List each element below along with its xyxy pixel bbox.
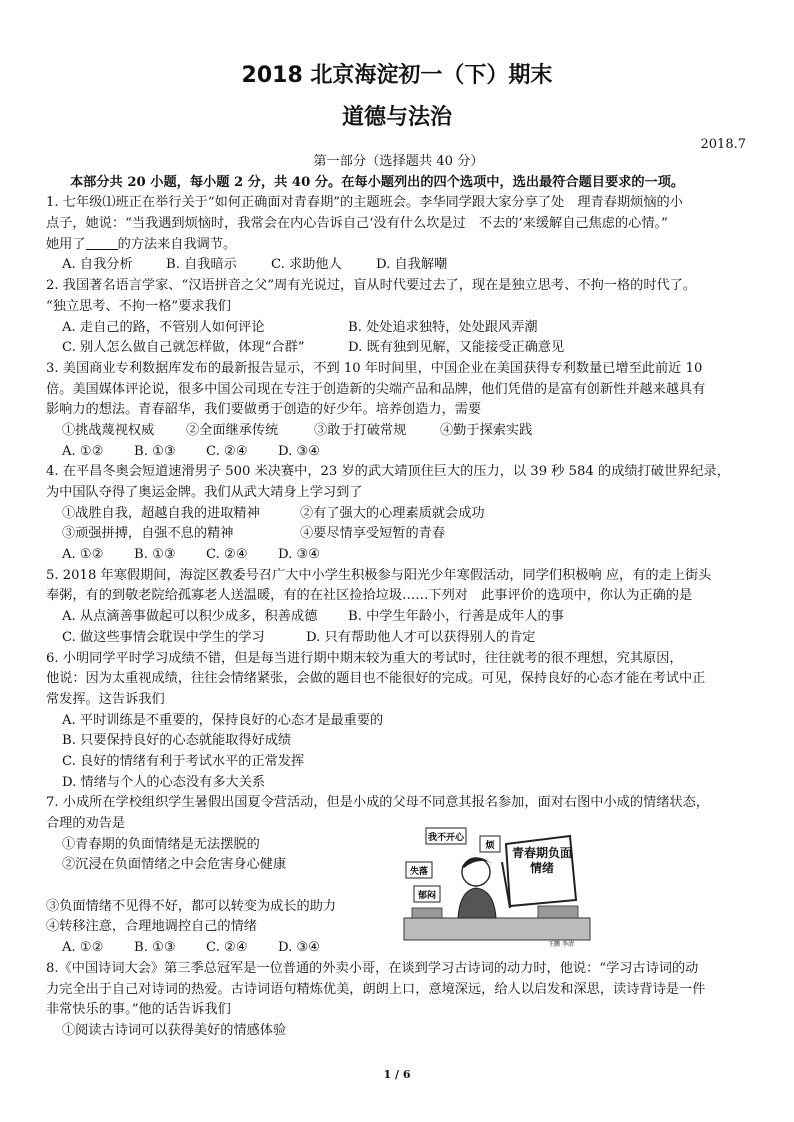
q2-stem-line-1: 2. 我国著名语言学家、“汉语拼音之父”周有光说过，盲从时代要过去了，现在是独立思考、不拘一格的时代了。: [46, 278, 697, 294]
cartoon-signboard-text-wrap: [512, 846, 572, 902]
q1-option-b: B. 自我暗示: [166, 257, 237, 273]
q3-option-b: B. ①③: [134, 443, 176, 459]
q1-stem-suffix: 的方法来自我调节。: [117, 236, 237, 252]
q3-option-d: D. ③④: [278, 443, 321, 459]
q7-option-d: D. ③④: [278, 940, 321, 956]
q2-options-row-1: [46, 318, 751, 339]
exam-title: 2018 北京海淀初一（下）期末: [241, 63, 553, 88]
q4-statement-2: ②有了强大的心理素质就会成功: [300, 505, 485, 521]
q2-options-row-2: [46, 338, 751, 359]
q5-stem-line-1: 5. 2018 年寒假期间，海淀区教委号召广大中小学生积极参与阳光少年寒假活动，同学们积极响 应，有的走上街头: [46, 567, 712, 583]
q4-option-c: C. ②④: [206, 547, 248, 563]
exam-subject: 道德与法治: [341, 105, 452, 130]
q7-option-b: B. ①③: [134, 940, 176, 956]
q5-options-row-2: [46, 628, 751, 649]
q8-statement-1: ①阅读古诗词可以获得美好的情感体验: [62, 1022, 287, 1038]
q2-option-b: B. 处处追求独特，处处跟风弄潮: [348, 319, 538, 335]
q3-statement-2: ②全面继承传统: [186, 422, 279, 438]
q8-stem-line-3: 非常快乐的事。”他的话告诉我们: [46, 1002, 231, 1018]
q4-statements-row-2: [46, 524, 751, 545]
q3-options: [46, 442, 751, 463]
q6-option-b: B. 只要保持良好的心态就能取得好成绩: [62, 733, 292, 749]
q4-statement-4: ④要尽情享受短暂的青春: [300, 526, 446, 542]
q2-option-d: D. 既有独到见解，又能接受正确意见: [348, 340, 565, 356]
q5-options-row-1: [46, 607, 751, 628]
q3-statement-4: ④勤于探索实践: [440, 422, 533, 438]
q4-option-d: D. ③④: [278, 547, 321, 563]
q3-statement-3: ③敢于打破常规: [314, 422, 407, 438]
q7-statement-4: ④转移注意，合理地调控自己的情绪: [46, 919, 257, 935]
q8-stem-line-2: 力完全出于自己对诗词的热爱。古诗词语句精炼优美，朗朗上口，意境深远，给人以启发和深思，读诗背诗是一件: [46, 981, 706, 997]
q4-option-a: A. ①②: [62, 547, 104, 563]
q4-statements-row-1: [46, 504, 751, 525]
q3-option-c: C. ②④: [206, 443, 248, 459]
section-instruction: 本部分共 20 小题，每小题 2 分，共 40 分。在每小题列出的四个选项中，选出最符合题目要求的一项。: [70, 174, 685, 190]
cartoon-signboard-text: 青春期负面情绪: [512, 846, 572, 875]
q3-stem-line-2: 倍。美国媒体评论说，很多中国公司现在专注于创造新的尖端产品和品牌，他们凭借的是富有创新性并越来越具有: [46, 381, 706, 397]
q1-option-a: A. 自我分析: [62, 257, 133, 273]
q2-option-a: A. 走自己的路，不管别人如何评论: [62, 319, 265, 335]
q1-options: [46, 255, 751, 276]
cartoon-credit: 王鹏 李清: [548, 941, 574, 948]
cartoon-desk: [404, 918, 590, 940]
q4-options: [46, 545, 751, 566]
q1-answer-blank: [86, 235, 118, 250]
q1-stem-line-1: 1. 七年级⑴班正在举行关于“如何正确面对青春期”的主题班会。李华同学跟大家分享了处 理青春期烦恼的小: [46, 195, 683, 211]
q5-option-d: D. 只有帮助他人才可以获得别人的肯定: [306, 629, 536, 645]
q4-option-b: B. ①③: [134, 547, 176, 563]
cartoon-tag-2: 失落: [409, 867, 429, 877]
q6-option-a: A. 平时训练是不重要的，保持良好的心态才是最重要的: [62, 712, 384, 728]
q3-stem-line-1: 3. 美国商业专利数据库发布的最新报告显示，不到 10 年时间里，中国企业在美国获得专利数量已增至此前近 10: [46, 360, 703, 376]
q1-option-d: D. 自我解嘲: [376, 257, 448, 273]
q5-option-b: B. 中学生年龄小，行善是成年人的事: [348, 609, 564, 625]
q6-stem-line-3: 常发挥。这告诉我们: [46, 691, 165, 707]
cartoon-tag-1: 我不开心: [427, 833, 465, 843]
q1-stem-prefix: 她用了: [46, 236, 86, 252]
q6-option-d: D. 情绪与个人的心态没有多大关系: [62, 774, 266, 790]
q7-statement-2: ②沉浸在负面情绪之中会危害身心健康: [62, 857, 287, 873]
q7-stem-line-1: 7. 小成所在学校组织学生暑假出国夏令营活动，但是小成的父母不同意其报名参加，面对右图中小成的情绪状态，: [46, 795, 709, 811]
q5-option-a: A. 从点滴善事做起可以积少成多，积善成德: [62, 609, 318, 625]
q7-cartoon-illustration: [398, 822, 598, 950]
q4-stem-line-2: 为中国队夺得了奥运金牌。我们从武大靖身上学习到了: [46, 485, 363, 500]
q7-statement-3: ③负面情绪不见得不好，都可以转变为成长的助力: [46, 898, 337, 914]
q2-stem-line-2: “独立思考、不拘一格”要求我们: [46, 298, 231, 314]
q3-statements: [46, 421, 751, 442]
q4-statement-3: ③顽强拼搏，自强不息的精神: [62, 526, 234, 542]
q8-stem-line-1: 8.《中国诗词大会》第三季总冠军是一位普通的外卖小哥，在谈到学习古诗词的动力时，他说：“学习古诗词的动: [46, 960, 699, 976]
cartoon-books-right: [538, 906, 578, 918]
q4-statement-1: ①战胜自我，超越自我的进取精神: [62, 505, 260, 521]
q2-option-c: C. 别人怎么做自己就怎样做，体现“合群”: [62, 340, 305, 356]
exam-date: 2018.7: [700, 137, 746, 152]
page-number: 1 / 6: [383, 1068, 411, 1081]
q5-stem-line-2: 奉粥，有的到敬老院给孤寡老人送温暖，有的在社区捡拾垃圾……下列对 此事评价的选项中，你认为正确的是: [46, 588, 693, 604]
q3-statement-1: ①挑战蔑视权威: [62, 422, 155, 438]
q7-option-c: C. ②④: [206, 940, 248, 956]
cartoon-books: [412, 908, 442, 918]
section-title: 第一部分（选择题共 40 分）: [313, 154, 484, 169]
q4-stem-line-1: 4. 在平昌冬奥会短道速滑男子 500 米决赛中，23 岁的武大靖顶住巨大的压力，以 39 秒 584 的成绩打破世界纪录，: [46, 464, 730, 480]
q1-stem-line-2: 点子，她说：“当我遇到烦恼时，我常会在内心告诉自己‘没有什么坎是过 不去的’来缓解自己焦虑的心情。”: [46, 216, 668, 232]
q7-option-a: A. ①②: [62, 940, 104, 956]
q3-stem-line-3: 影响力的想法。青春韶华，我们要做勇于创造的好少年。培养创造力，需要: [46, 402, 482, 418]
cartoon-tag-3: 郁闷: [417, 891, 437, 901]
q1-stem-line-3: [46, 235, 751, 256]
q6-stem-line-1: 6. 小明同学平时学习成绩不错，但是每当进行期中期末较为重大的考试时，往往就考的很不理想，究其原因，: [46, 650, 683, 666]
cartoon-boy-body: [458, 888, 496, 918]
cartoon-tag-4: 烦: [485, 841, 495, 851]
q6-stem-line-2: 他说：因为太重视成绩，往往会情绪紧张，会做的题目也不能很好的完成。可见，保持良好的心态才能在考试中正: [46, 671, 706, 687]
q3-option-a: A. ①②: [62, 443, 104, 459]
q1-option-c: C. 求助他人: [271, 257, 342, 273]
q5-option-c: C. 做这些事情会耽误中学生的学习: [62, 629, 265, 645]
q7-stem-line-2: 合理的劝告是: [46, 816, 126, 831]
q6-option-c: C. 良好的情绪有利于考试水平的正常发挥: [62, 753, 305, 769]
q7-statement-1: ①青春期的负面情绪是无法摆脱的: [62, 836, 260, 852]
